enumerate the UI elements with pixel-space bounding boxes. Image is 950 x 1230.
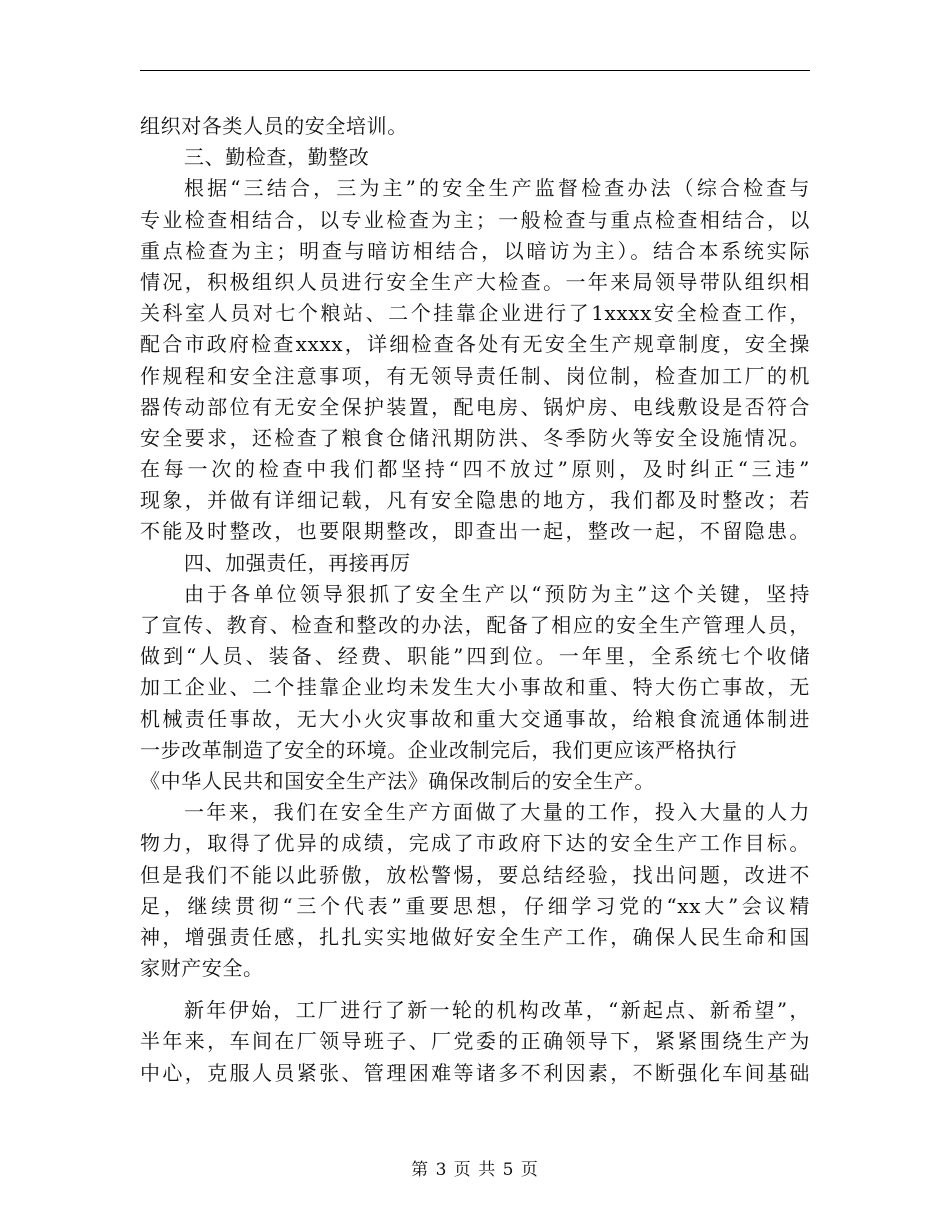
text-line: 物力，取得了优异的成绩，完成了市政府下达的安全生产工作目标。 [140,831,810,856]
text-line: 做到“人员、装备、经费、职能”四到位。一年里，全系统七个收储 [140,644,810,669]
text-line: 在每一次的检查中我们都坚持“四不放过”原则，及时纠正“三违” [140,457,810,482]
text-line: 不能及时整改，也要限期整改，即查出一起，整改一起，不留隐患。 [140,519,810,544]
page-footer: 第 3 页 共 5 页 [411,1160,539,1180]
text-line: 中心，克服人员紧张、管理困难等诸多不利因素，不断强化车间基础 [140,1060,810,1085]
text-line: 但是我们不能以此骄傲，放松警惕，要总结经验，找出问题，改进不 [140,862,810,887]
header-rule [140,70,810,71]
text-line: 神，增强责任感，扎扎实实地做好安全生产工作，确保人民生命和国 [140,924,810,949]
text-line: 加工企业、二个挂靠企业均未发生大小事故和重、特大伤亡事故，无 [140,675,810,700]
document-body [140,111,810,1089]
paragraph-first-line: 由于各单位领导狠抓了安全生产以“预防为主”这个关键，坚持 [184,581,810,606]
text-line: 组织对各类人员的安全培训。 [140,114,408,138]
section-heading: 四、加强责任，再接再厉 [184,550,411,575]
text-line: 安全要求，还检查了粮食仓储汛期防洪、冬季防火等安全设施情况。 [140,425,810,450]
text-line: 机械责任事故，无大小火灾事故和重大交通事故，给粮食流通体制进 [140,706,810,731]
paragraph-first-line: 一年来，我们在安全生产方面做了大量的工作，投入大量的人力 [184,800,810,825]
text-line: 重点检查为主；明查与暗访相结合，以暗访为主）。结合本系统实际 [140,238,810,263]
text-line: 专业检查相结合，以专业检查为主；一般检查与重点检查相结合，以 [140,207,810,232]
text-line: 《中华人民共和国安全生产法》确保改制后的安全生产。 [140,768,655,793]
text-line: 现象，并做有详细记载，凡有安全隐患的地方，我们都及时整改；若 [140,488,810,513]
text-line: 半年来，车间在厂领导班子、厂党委的正确领导下，紧紧围绕生产为 [140,1029,810,1054]
text-line: 关科室人员对七个粮站、二个挂靠企业进行了1xxxx安全检查工作， [140,301,810,326]
section-heading: 三、勤检查，勤整改 [184,145,370,170]
text-line: 作规程和安全注意事项，有无领导责任制、岗位制，检查加工厂的机 [140,363,810,388]
text-line: 配合市政府检查xxxx，详细检查各处有无安全生产规章制度，安全操 [140,332,810,357]
paragraph-first-line: 新年伊始，工厂进行了新一轮的机构改革，“新起点、新希望”， [184,998,810,1023]
paragraph-first-line: 根据“三结合，三为主”的安全生产监督检查办法（综合检查与 [184,176,810,201]
paragraph-gap [140,984,810,995]
text-line: 了宣传、教育、检查和整改的办法，配备了相应的安全生产管理人员， [140,613,810,637]
text-line: 足，继续贯彻“三个代表”重要思想，仔细学习党的“xx大”会议精 [140,893,810,918]
text-line: 一步改革制造了安全的环境。企业改制完后，我们更应该严格执行 [140,737,738,762]
text-line: 家财产安全。 [140,956,264,981]
text-line: 情况，积极组织人员进行安全生产大检查。一年来局领导带队组织相 [140,269,810,294]
text-line: 器传动部位有无安全保护装置，配电房、锅炉房、电线敷设是否符合 [140,394,810,419]
